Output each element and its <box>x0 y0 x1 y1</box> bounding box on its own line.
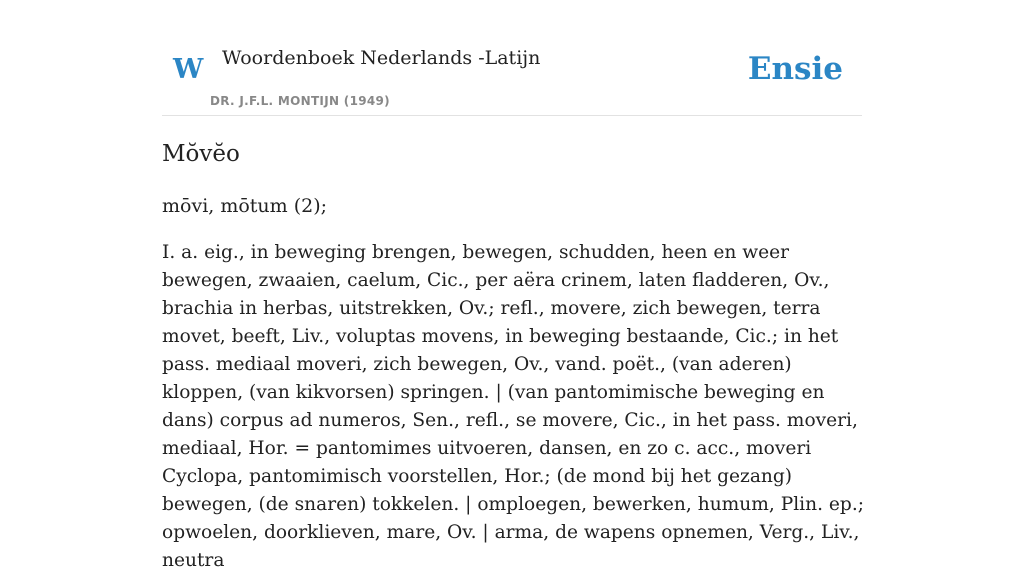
entry-headword: Mŏvĕo <box>162 141 240 167</box>
dictionary-title[interactable]: Woordenboek Nederlands -Latijn <box>222 47 541 69</box>
entry-definition: I. a. eig., in beweging brengen, bewegen, schudden, heen en weer bewegen, zwaaien, caelum, Cic., per aëra crinem, laten fladderen, Ov., brachia in herbas, uitstrekken, Ov.; refl., movere, zich bewegen, terra movet, beeft, Liv., voluptas movens, in beweging bestaande, Cic.; in het pass. mediaal moveri, zich bewegen, Ov., vand. poët., (van aderen) kloppen, (van kikvorsen) springen. | (van pantomimische beweging en dans) corpus ad numeros, Sen., refl., se movere, Cic., in het pass. moveri, mediaal, Hor. = pantomimes uitvoeren, dansen, en zo c. acc., moveri Cyclopa, pantomimisch voorstellen, Hor.; (de mond bij het gezang) bewegen, (de snaren) tokkelen. | omploegen, bewerken, humum, Plin. ep.; opwoelen, doorklieven, mare, Ov. | arma, de wapens opnemen, Verg., Liv., neutra <box>162 242 865 571</box>
header-divider <box>162 115 862 116</box>
dictionary-logo[interactable]: W <box>173 54 204 85</box>
entry-forms: mōvi, mōtum (2); <box>162 195 328 217</box>
dictionary-author: DR. J.F.L. MONTIJN (1949) <box>210 94 390 108</box>
ensie-logo[interactable]: Ensie <box>747 51 843 87</box>
